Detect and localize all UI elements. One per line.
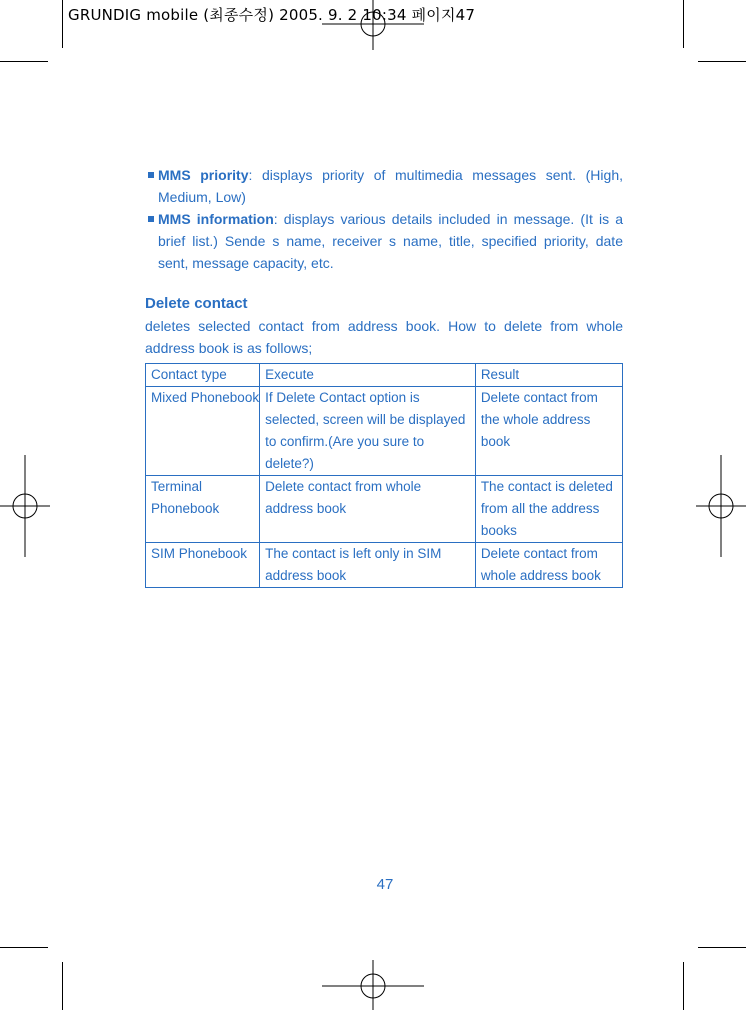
table-cell: Mixed Phonebook (146, 387, 260, 476)
bullet-mms-priority (145, 164, 623, 208)
bullet-desc: : displays priority of multimedia messages sent. (High, Medium, Low) (158, 167, 623, 205)
table-cell: Terminal Phonebook (146, 476, 260, 543)
table-cell: Delete contact from whole address book (475, 543, 622, 588)
crop-mark-tr-h (698, 61, 746, 62)
bullet-list (145, 164, 623, 274)
bullet-term: MMS information (158, 211, 274, 227)
crop-mark-bl-v (62, 962, 63, 1010)
bullet-desc: : displays various details included in message. (It is a brief list.) Sende s name, receiver s name, title, specified priority, date sent, message capacity, etc. (158, 211, 623, 271)
table-cell: SIM Phonebook (146, 543, 260, 588)
crop-mark-br-v (683, 962, 684, 1010)
registration-mark-right-icon (696, 455, 746, 557)
crop-mark-bl-h (0, 947, 48, 948)
bullet-square-icon (148, 216, 154, 222)
crop-mark-tr-v (683, 0, 684, 48)
table-header-cell: Result (475, 364, 622, 387)
registration-mark-bottom-icon (322, 960, 424, 1010)
table-row (146, 543, 623, 588)
table-header-row (146, 364, 623, 387)
crop-mark-tl-v (62, 0, 63, 48)
table-row (146, 476, 623, 543)
crop-mark-br-h (698, 947, 746, 948)
bullet-square-icon (148, 172, 154, 178)
table-cell: The contact is deleted from all the address books (475, 476, 622, 543)
delete-contact-section (145, 293, 623, 359)
table-cell: Delete contact from whole address book (260, 476, 476, 543)
crop-mark-tl-h (0, 61, 48, 62)
bullet-term: MMS priority (158, 167, 249, 183)
table-row (146, 387, 623, 476)
print-header: GRUNDIG mobile (최종수정) 2005. 9. 2 10:34 페이지47 (68, 6, 476, 24)
bullet-mms-information (145, 208, 623, 274)
table-cell: Delete contact from the whole address book (475, 387, 622, 476)
table-cell: The contact is left only in SIM address book (260, 543, 476, 588)
section-intro: deletes selected contact from address book. How to delete from whole address book is as follows; (145, 318, 623, 356)
section-heading: Delete contact (145, 295, 248, 312)
delete-contact-table (145, 363, 623, 588)
table-header-cell: Execute (260, 364, 476, 387)
page-number: 47 (376, 876, 394, 893)
registration-mark-left-icon (0, 455, 50, 557)
table-cell: If Delete Contact option is selected, screen will be displayed to confirm.(Are you sure to delete?) (260, 387, 476, 476)
table-header-cell: Contact type (146, 364, 260, 387)
